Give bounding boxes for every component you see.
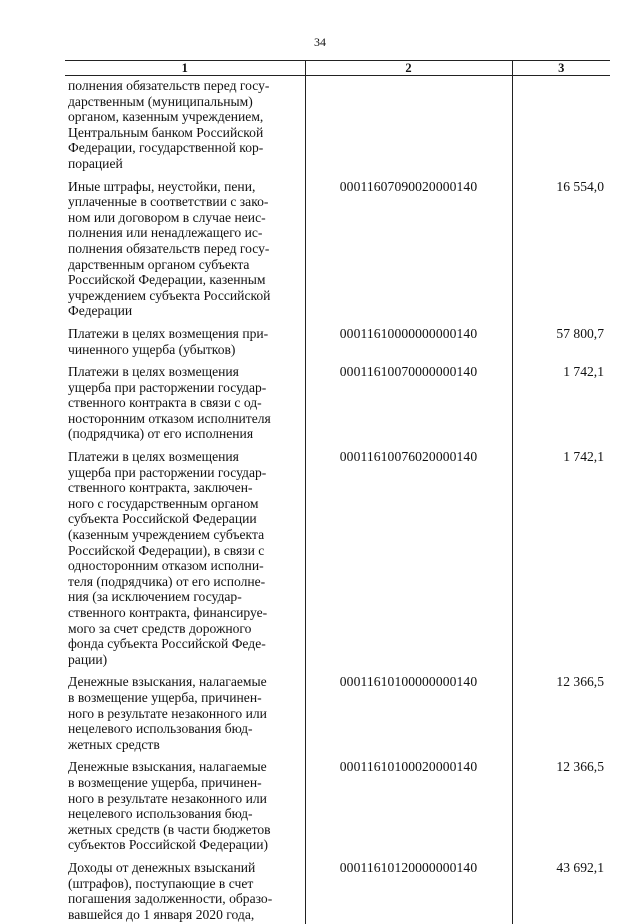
description-line: субъектов Российской Федерации) [68,837,301,853]
column-header-2: 2 [305,61,512,76]
description-line: субъекта Российской Федерации [68,511,301,527]
description-line: в возмещение ущерба, причинен- [68,690,301,706]
table-row [65,76,610,179]
description-line: ственного контракта, заключен- [68,480,301,496]
description-line: Российской Федерации), в связи с [68,543,301,559]
description-line: ущерба при расторжении государ- [68,380,301,396]
description-line: Федерации, государственной кор- [68,140,301,156]
budget-code: 00011610070000000140 [305,364,512,449]
row-description [65,364,305,449]
description-line: ного в результате незаконного или [68,791,301,807]
budget-code: 00011610120000000140 [305,860,512,924]
budget-code [305,76,512,179]
description-line: мого за счет средств дорожного [68,621,301,637]
description-line: (подрядчика) от его исполнения [68,426,301,442]
description-line: дарственным органом субъекта [68,257,301,273]
budget-code: 00011610100020000140 [305,759,512,860]
description-line: порацией [68,156,301,172]
table-row [65,674,610,759]
row-description [65,179,305,326]
amount-value: 12 366,5 [512,674,610,759]
description-line: носторонним отказом исполнителя [68,411,301,427]
row-description [65,76,305,179]
budget-code: 00011610000000000140 [305,326,512,364]
table-row [65,364,610,449]
table-row [65,326,610,364]
description-line: Доходы от денежных взысканий [68,860,301,876]
description-line: фонда субъекта Российской Феде- [68,636,301,652]
amount-value: 43 692,1 [512,860,610,924]
description-line: полнения обязательств перед госу- [68,241,301,257]
table-row [65,759,610,860]
column-header-3: 3 [512,61,610,76]
description-line: Платежи в целях возмещения [68,364,301,380]
description-line: дарственным (муниципальным) [68,94,301,110]
description-line: ного с государственным органом [68,496,301,512]
description-line: Денежные взыскания, налагаемые [68,674,301,690]
description-line: односторонним отказом исполни- [68,558,301,574]
description-line: уплаченные в соответствии с зако- [68,194,301,210]
budget-code: 00011610100000000140 [305,674,512,759]
row-description [65,860,305,924]
description-line: нецелевого использования бюд- [68,721,301,737]
description-line: Иные штрафы, неустойки, пени, [68,179,301,195]
description-line: жетных средств [68,737,301,753]
description-line: Центральным банком Российской [68,125,301,141]
row-description [65,674,305,759]
table-body [65,76,610,924]
description-line: Платежи в целях возмещения при- [68,326,301,342]
row-description [65,326,305,364]
description-line: ственного контракта, финансируе- [68,605,301,621]
table-row [65,449,610,674]
description-line: (казенным учреждением субъекта [68,527,301,543]
description-line: ного в результате незаконного или [68,706,301,722]
amount-value: 16 554,0 [512,179,610,326]
description-line: чиненного ущерба (убытков) [68,342,301,358]
description-line: в возмещение ущерба, причинен- [68,775,301,791]
description-line: органом, казенным учреждением, [68,109,301,125]
description-line: учреждением субъекта Российской [68,288,301,304]
description-line: Федерации [68,303,301,319]
amount-value: 57 800,7 [512,326,610,364]
description-line: полнения обязательств перед госу- [68,78,301,94]
description-line: Денежные взыскания, налагаемые [68,759,301,775]
description-line: (штрафов), поступающие в счет [68,876,301,892]
table-row [65,179,610,326]
table-header-row [65,61,610,76]
page-number: 34 [0,35,640,50]
row-description [65,449,305,674]
amount-value: 12 366,5 [512,759,610,860]
budget-code: 00011607090020000140 [305,179,512,326]
description-line: рации) [68,652,301,668]
budget-code: 00011610076020000140 [305,449,512,674]
description-line: Российской Федерации, казенным [68,272,301,288]
table-row [65,860,610,924]
column-header-1: 1 [65,61,305,76]
amount-value [512,76,610,179]
description-line: ущерба при расторжении государ- [68,465,301,481]
amount-value: 1 742,1 [512,449,610,674]
description-line: нецелевого использования бюд- [68,806,301,822]
description-line: ния (за исключением государ- [68,589,301,605]
description-line: ном или договором в случае неис- [68,210,301,226]
description-line: вавшейся до 1 января 2020 года, [68,907,301,923]
amount-value: 1 742,1 [512,364,610,449]
description-line: полнения или ненадлежащего ис- [68,225,301,241]
budget-table [65,60,610,924]
description-line: погашения задолженности, образо- [68,891,301,907]
description-line: жетных средств (в части бюджетов [68,822,301,838]
description-line: Платежи в целях возмещения [68,449,301,465]
row-description [65,759,305,860]
description-line: теля (подрядчика) от его исполне- [68,574,301,590]
description-line: ственного контракта в связи с од- [68,395,301,411]
